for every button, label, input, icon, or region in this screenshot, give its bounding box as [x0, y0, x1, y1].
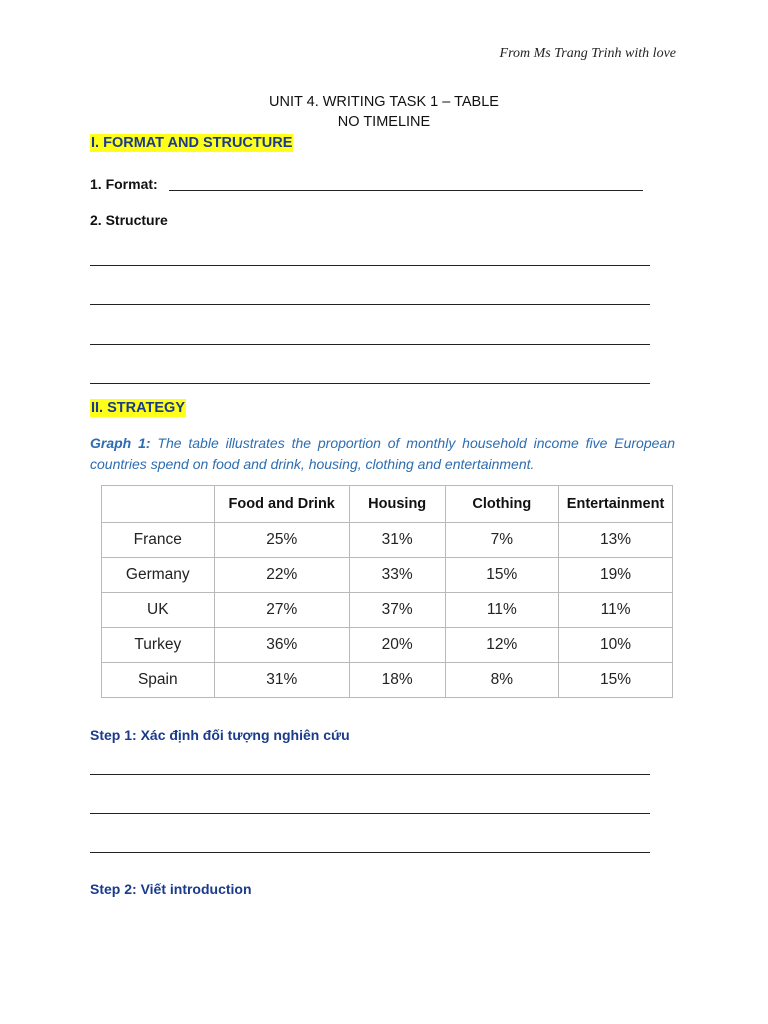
table-cell: 27%: [214, 593, 349, 628]
table-header-cell: Clothing: [445, 486, 559, 523]
table-header-cell: Food and Drink: [214, 486, 349, 523]
table-header-cell: Entertainment: [559, 486, 673, 523]
table-row: [102, 593, 673, 628]
structure-answer-line[interactable]: [90, 383, 650, 384]
structure-label: 2. Structure: [90, 212, 168, 228]
section-heading-strategy: II. STRATEGY: [91, 400, 185, 416]
step-1-answer-line[interactable]: [90, 852, 650, 853]
table-cell: 15%: [445, 558, 559, 593]
table-row: [102, 523, 673, 558]
graph-label: Graph 1:: [90, 435, 151, 451]
table-cell: 25%: [214, 523, 349, 558]
table-cell: 22%: [214, 558, 349, 593]
table-cell: 37%: [349, 593, 445, 628]
data-table: [101, 485, 673, 698]
structure-answer-line[interactable]: [90, 304, 650, 305]
structure-answer-line[interactable]: [90, 265, 650, 266]
graph-description: [90, 433, 675, 475]
table-cell: 31%: [214, 663, 349, 698]
step-1-heading: Step 1: Xác định đối tượng nghiên cứu: [90, 727, 350, 743]
table-row-label: Germany: [102, 558, 215, 593]
table-row-label: France: [102, 523, 215, 558]
table-cell: 20%: [349, 628, 445, 663]
author-note: From Ms Trang Trinh with love: [499, 46, 676, 61]
table-cell: 11%: [445, 593, 559, 628]
table-cell: 33%: [349, 558, 445, 593]
table-row-label: Turkey: [102, 628, 215, 663]
structure-answer-line[interactable]: [90, 344, 650, 345]
table-cell: 15%: [559, 663, 673, 698]
graph-text: The table illustrates the proportion of monthly household income five European countries spend on food and drink, housing, clothing and entertainment.: [90, 435, 675, 472]
table-row-label: Spain: [102, 663, 215, 698]
table-cell: 36%: [214, 628, 349, 663]
table-cell: 11%: [559, 593, 673, 628]
table-row-label: UK: [102, 593, 215, 628]
table-header-row: [102, 486, 673, 523]
table-cell: 7%: [445, 523, 559, 558]
table-cell: 19%: [559, 558, 673, 593]
step-1-answer-line[interactable]: [90, 774, 650, 775]
section-heading-format: I. FORMAT AND STRUCTURE: [91, 135, 293, 151]
document-subtitle: NO TIMELINE: [337, 114, 431, 130]
table-header-cell: Housing: [349, 486, 445, 523]
step-2-heading: Step 2: Viết introduction: [90, 881, 252, 897]
step-1-answer-line[interactable]: [90, 813, 650, 814]
table-cell: 10%: [559, 628, 673, 663]
table-row: [102, 558, 673, 593]
table-cell: 31%: [349, 523, 445, 558]
table-cell: 18%: [349, 663, 445, 698]
table-cell: 12%: [445, 628, 559, 663]
document-title: UNIT 4. WRITING TASK 1 – TABLE: [269, 94, 499, 110]
table-header-cell: [102, 486, 215, 523]
format-label: 1. Format:: [90, 176, 158, 192]
table-row: [102, 628, 673, 663]
table-cell: 13%: [559, 523, 673, 558]
format-answer-line[interactable]: [169, 190, 643, 191]
table-row: [102, 663, 673, 698]
table-cell: 8%: [445, 663, 559, 698]
